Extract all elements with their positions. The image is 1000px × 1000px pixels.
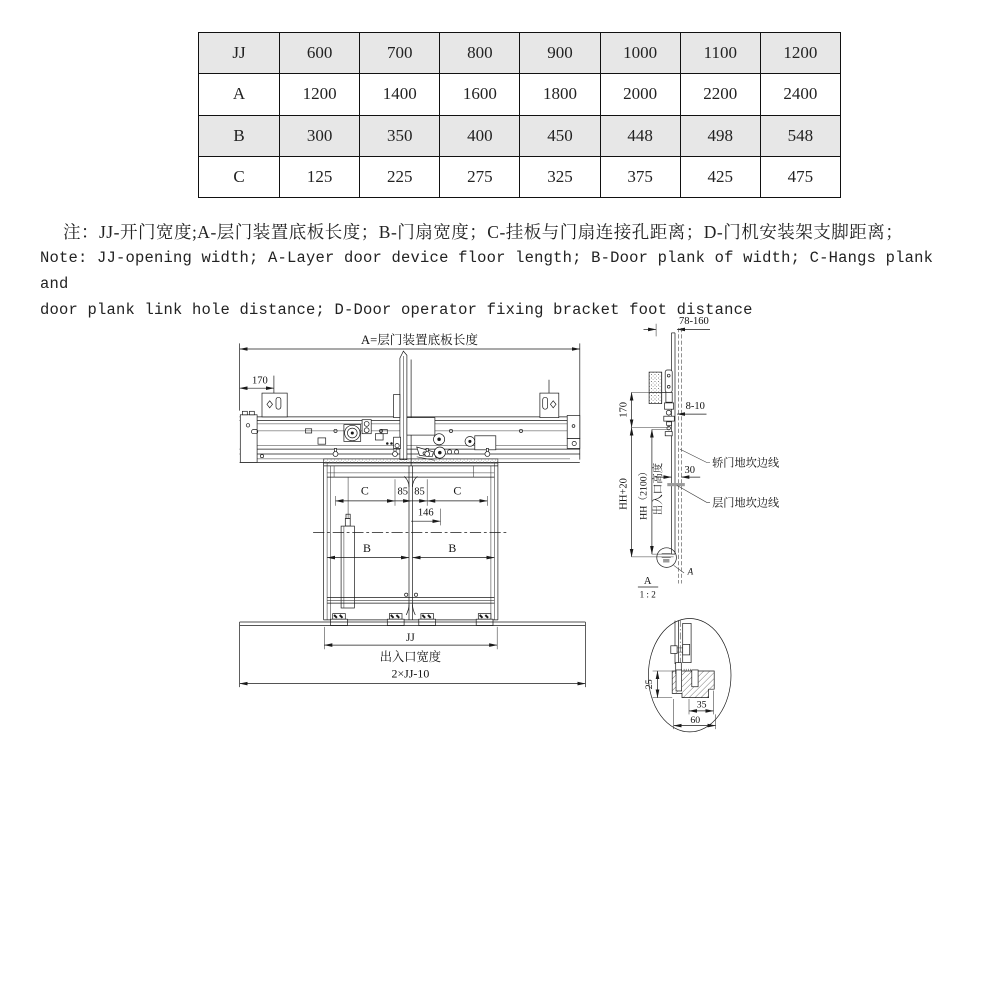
table-cell: 425 — [680, 156, 760, 197]
front-view — [240, 332, 586, 687]
table-row — [199, 156, 841, 197]
right-mounting-bracket — [540, 393, 559, 418]
dim-85-right: 85 — [414, 486, 425, 498]
table-row — [199, 33, 841, 74]
dim-hh20-label: HH+20 — [618, 478, 630, 510]
dim-78-160 — [644, 316, 711, 337]
table-cell: 1100 — [680, 33, 760, 74]
dim-c-85 — [336, 479, 488, 506]
door-panels — [313, 448, 508, 625]
entrance-height-label: 出入口高度 — [653, 462, 664, 516]
hanger-bolts — [333, 448, 490, 456]
table-cell: 1200 — [760, 33, 840, 74]
table-cell: 548 — [760, 115, 840, 156]
table-cell: JJ — [199, 33, 280, 74]
table-cell: A — [199, 74, 280, 115]
table-cell: 450 — [520, 115, 600, 156]
left-mounting-bracket — [262, 393, 287, 417]
dim-c-left: C — [360, 483, 369, 498]
dim-c-right: C — [453, 483, 462, 498]
table-cell: 1800 — [520, 74, 600, 115]
dim-35-label: 35 — [696, 699, 707, 711]
table-cell: 700 — [360, 33, 440, 74]
exit-width-formula: 2×JJ-10 — [391, 666, 430, 681]
table-cell: 350 — [360, 115, 440, 156]
note-line-zh: 注：JJ-开门宽度;A-层门装置底板长度；B-门扇宽度；C-挂板与门扇连接孔距离；D-门机安装架支脚距离； — [63, 222, 904, 242]
note-line-en-1: Note: JJ-opening width; A-Layer door device floor length; B-Door plank of width; C-Hangs plank and — [40, 249, 934, 293]
detail-view-a — [644, 619, 731, 732]
table-cell: B — [199, 115, 280, 156]
table-cell: 325 — [520, 156, 600, 197]
table-cell: 498 — [680, 115, 760, 156]
detail-scale: 1 : 2 — [639, 589, 656, 600]
table-cell: 448 — [600, 115, 680, 156]
table-cell: 1400 — [360, 74, 440, 115]
table-cell: 400 — [440, 115, 520, 156]
table-row — [199, 115, 841, 156]
dim-a-label: A=层门装置底板长度 — [361, 333, 478, 348]
landing-sill-label: 层门地坎边线 — [712, 497, 780, 510]
table-row — [199, 74, 841, 115]
table-cell: 800 — [440, 33, 520, 74]
table-cell: C — [199, 156, 280, 197]
dim-30-label: 30 — [684, 464, 695, 476]
table-cell: 600 — [280, 33, 360, 74]
table-cell: 300 — [280, 115, 360, 156]
dim-146 — [411, 508, 440, 526]
car-sill-label: 轿门地坎边线 — [712, 457, 780, 470]
door-operator-drawing — [0, 300, 1000, 1000]
dim-hh2100-label: HH（2100） — [638, 466, 650, 520]
table-cell: 2200 — [680, 74, 760, 115]
dim-hh2100 — [637, 430, 671, 555]
dim-146-label: 146 — [417, 507, 434, 519]
dim-60 — [674, 699, 716, 729]
table-cell: 1600 — [440, 74, 520, 115]
exit-width-label: 出入口宽度 — [379, 650, 442, 665]
side-view — [619, 316, 780, 600]
table-cell: 2400 — [760, 74, 840, 115]
side-door-panel — [672, 328, 682, 584]
detail-name: A — [643, 576, 652, 588]
table-cell: 2000 — [600, 74, 680, 115]
table-cell: 475 — [760, 156, 840, 197]
detail-a-marker — [638, 548, 694, 600]
dim-170-label: 170 — [252, 375, 268, 387]
dim-78-160-label: 78-160 — [679, 315, 709, 327]
dim-a-floor-length — [240, 332, 580, 460]
landing-sill-marker — [667, 483, 685, 486]
dim-jj-label: JJ — [406, 631, 415, 644]
dim-b-right: B — [448, 541, 457, 555]
sill-cross-section — [672, 669, 714, 698]
note-line-en-2: door plank link hole distance; D-Door operator fixing bracket foot distance — [40, 301, 753, 319]
table-cell: 900 — [520, 33, 600, 74]
table-cell: 225 — [360, 156, 440, 197]
door-operator-mechanism — [344, 351, 496, 466]
dim-8-10-label: 8-10 — [685, 401, 705, 413]
table-cell: 375 — [600, 156, 680, 197]
dim-jj — [240, 627, 586, 684]
table-cell: 125 — [280, 156, 360, 197]
spec-table — [198, 32, 841, 198]
table-cell: 1000 — [600, 33, 680, 74]
dim-170-side-label: 170 — [618, 402, 630, 418]
side-wall-and-hanger — [649, 370, 674, 436]
dim-25-label: 25 — [643, 679, 655, 690]
detail-ref-letter: A — [687, 566, 694, 577]
dim-60-label: 60 — [690, 714, 701, 726]
door-coupler — [341, 477, 354, 608]
table-cell: 275 — [440, 156, 520, 197]
dim-85-left: 85 — [397, 486, 408, 498]
dim-b-left: B — [363, 541, 371, 555]
table-cell: 1200 — [280, 74, 360, 115]
sill-edge-labels — [667, 449, 779, 509]
